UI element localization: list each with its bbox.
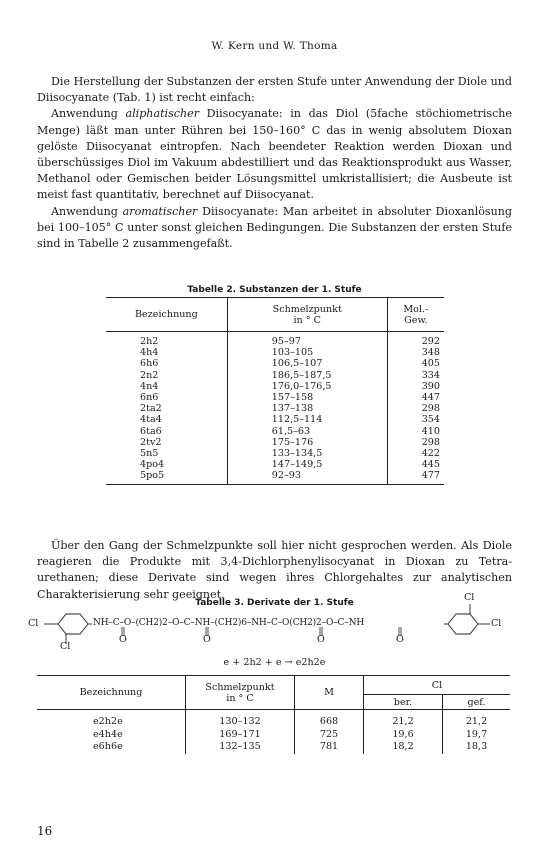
table-row xyxy=(106,392,444,403)
table2-cell-mp: 92–93 xyxy=(227,470,387,484)
table2-cell-mp: 186,5–187,5 xyxy=(227,370,387,381)
table3-cell-m: 781 xyxy=(295,741,364,754)
table2-header-mp xyxy=(227,298,387,332)
table-row xyxy=(37,729,510,742)
table3-cell-name: e4h4e xyxy=(93,728,123,740)
table2-cell-name: 5po5 xyxy=(106,470,227,484)
table2-cell-mp: 112,5–114 xyxy=(227,414,387,425)
table2-header-mp-line2: in ° C xyxy=(293,314,321,326)
table2-cell-name: 2h2 xyxy=(140,336,159,347)
table2-cell-mp: 61,5–63 xyxy=(227,426,387,437)
paragraph-aromatic-lead: Anwendung xyxy=(51,204,123,218)
paragraph-aliphatic-rest: Diisocyanate: in das Diol (5fache stöchiometrische Menge) läßt man unter Rühren bei 150–160° C das in wenig absolutem Dioxan gelöste Diisocyanat eintropfen. Nach beendeter Reaktion werden Dioxan und überschüssiges Diol im Vakuum abdestilliert und das Reaktionsprodukt aus Wasser, Methanol oder Gemischen beider Lösungsmittel umkristallisiert; die Ausbeute ist meist fast quantitativ, berechnet auf Diisocyanat. xyxy=(37,107,512,202)
formula-oxygen-3: O xyxy=(317,634,325,645)
table3-cell-gef: 18,3 xyxy=(465,741,488,752)
paragraph-aliphatic xyxy=(37,106,512,203)
paragraph-intro: Die Herstellung der Substanzen der ersten Stufe unter Anwendung der Diole und Diisocyanate (Tab. 1) ist recht einfach: xyxy=(37,75,512,105)
table2-cell-mp: 106,5–107 xyxy=(227,358,387,369)
table2-cell-mw: 298 xyxy=(421,436,440,448)
table3-header-mp xyxy=(186,676,295,710)
carbonyl-bonds xyxy=(122,627,401,636)
table2-cell-name: 4ta4 xyxy=(140,414,162,426)
table2-cell-mp: 133–134,5 xyxy=(227,448,387,459)
table2-cell-mw: 348 xyxy=(421,347,440,359)
table2-cell-name: 2n2 xyxy=(140,369,159,381)
formula-oxygen-4: O xyxy=(396,634,404,645)
running-head: W. Kern und W. Thoma xyxy=(211,40,338,52)
table3-cell-m: 725 xyxy=(295,729,364,742)
table2-cell-name: 5n5 xyxy=(140,448,159,460)
table-row xyxy=(106,426,444,437)
table2-cell-mw: 354 xyxy=(421,414,440,426)
table-row xyxy=(106,347,444,358)
table2-cell-mp: 137–138 xyxy=(227,403,387,414)
table-row xyxy=(106,370,444,381)
table2-header-name: Bezeichnung xyxy=(106,298,227,332)
table-row xyxy=(106,459,444,470)
table3-cell-mp: 132–135 xyxy=(186,741,295,754)
table3-cell-gef: 19,7 xyxy=(465,728,488,740)
table-row xyxy=(106,403,444,414)
table3-header-mp-line2: in ° C xyxy=(226,692,254,704)
paragraph-aliphatic-emph: aliphatischer xyxy=(125,107,199,121)
paragraph-derivatives-text: Über den Gang der Schmelzpunkte soll hier nicht gesprochen werden. Als Diole reagieren die Produkte mit 3,4-Dichlorphenylisocyanat in Dioxan zu Tetra-urethanen; diese Derivate sind wegen ihres Chlorgehaltes zur analytischen Charakterisierung sehr geeignet. xyxy=(37,539,512,601)
table2-cell-name: 2tv2 xyxy=(140,436,162,448)
table2-cell-name: 2ta2 xyxy=(140,403,162,415)
table2-header-mw: Mol.-Gew. xyxy=(387,298,444,332)
table-row xyxy=(106,470,444,484)
table2 xyxy=(106,297,444,485)
table2-cell-mp: 176,0–176,5 xyxy=(227,381,387,392)
intro-text xyxy=(37,74,512,252)
table-row xyxy=(37,741,510,754)
formula-oxygen-2: O xyxy=(203,634,211,645)
table3-body xyxy=(37,710,510,754)
paragraph-derivatives xyxy=(37,538,512,603)
table3-cell-gef: 21,2 xyxy=(465,716,488,727)
table3-cell-ber: 21,2 xyxy=(364,710,443,729)
formula-cl-left-bottom: Cl xyxy=(60,641,71,652)
table2-title: Tabelle 2. Substanzen der 1. Stufe xyxy=(187,285,362,295)
benzene-ring-right xyxy=(448,614,478,634)
table2-cell-mw: 405 xyxy=(421,358,440,370)
table2-cell-name: 6n6 xyxy=(140,392,159,404)
table2-cell-mw: 298 xyxy=(421,403,440,415)
table2-cell-mw: 447 xyxy=(421,392,440,404)
table2-cell-mw: 477 xyxy=(387,470,444,484)
reaction-equation: e + 2h2 + e → e2h2e xyxy=(223,657,326,668)
table-row xyxy=(106,437,444,448)
page-number: 16 xyxy=(37,824,53,838)
paragraph-aromatic-rest: Diisocyanate: Man arbeitet in absoluter Dioxanlösung bei 100–105° C unter sonst gleichen Bedingungen. Die Substanzen der ersten Stufe sind in Tabelle 2 zusammengefaßt. xyxy=(37,204,512,251)
paragraph-aromatic xyxy=(37,204,512,253)
formula-cl-right: Cl xyxy=(491,618,502,629)
table-row xyxy=(37,710,510,729)
table3-header-mp-line1: Schmelzpunkt xyxy=(205,681,275,693)
structural-formula xyxy=(28,592,528,652)
table3-header-m: M xyxy=(295,676,364,710)
paragraph-aliphatic-lead: Anwendung xyxy=(51,107,126,121)
table2-cell-mw: 422 xyxy=(421,448,440,460)
table-row xyxy=(106,332,444,348)
table2-cell-mp: 103–105 xyxy=(227,347,387,358)
table3 xyxy=(37,675,510,754)
table2-header-mp-line1: Schmelzpunkt xyxy=(272,303,342,315)
table3-header-cl: Cl xyxy=(364,676,511,695)
table2-cell-name: 4po4 xyxy=(140,459,165,471)
table3-header-name: Bezeichnung xyxy=(37,676,186,710)
table2-cell-mw: 445 xyxy=(421,459,440,471)
table2-cell-mp: 157–158 xyxy=(227,392,387,403)
table2-cell-mw: 410 xyxy=(421,425,440,437)
table2-cell-name: 6h6 xyxy=(140,358,159,370)
table2-cell-name: 4n4 xyxy=(140,380,159,392)
table2-cell-mp: 175–176 xyxy=(227,437,387,448)
table3-cell-name: e2h2e xyxy=(93,716,123,727)
table2-body xyxy=(106,332,444,485)
table3-cell-name: e6h6e xyxy=(93,741,123,752)
table2-cell-name: 6ta6 xyxy=(140,425,162,437)
table-row xyxy=(106,414,444,425)
table3-header-gef: gef. xyxy=(443,695,511,710)
table2-cell-mw: 292 xyxy=(421,336,440,347)
table-row xyxy=(106,381,444,392)
table2-cell-mp: 147–149,5 xyxy=(227,459,387,470)
paragraph-aromatic-emph: aromatischer xyxy=(122,204,198,218)
formula-chain: NH–C–O–(CH2)2–O–C–NH–(CH2)6–NH–C–O(CH2)2–O–C–NH xyxy=(93,618,365,628)
table2-cell-mp: 95–97 xyxy=(227,332,387,348)
table3-cell-ber: 19,6 xyxy=(364,729,443,742)
table3-cell-mp: 169–171 xyxy=(186,729,295,742)
table3-header-ber: ber. xyxy=(364,695,443,710)
table3-cell-m: 668 xyxy=(295,710,364,729)
table3-cell-mp: 130–132 xyxy=(186,710,295,729)
table3-cell-ber: 18,2 xyxy=(364,741,443,754)
table2-cell-name: 4h4 xyxy=(140,347,159,359)
table2-cell-mw: 390 xyxy=(421,380,440,392)
formula-oxygen-1: O xyxy=(119,634,127,645)
table-row xyxy=(106,448,444,459)
formula-cl-right-top: Cl xyxy=(464,592,475,603)
formula-cl-left: Cl xyxy=(28,618,39,629)
table-row xyxy=(106,358,444,369)
table2-cell-mw: 334 xyxy=(421,369,440,381)
table3-title: Tabelle 3. Derivate der 1. Stufe xyxy=(195,598,354,608)
benzene-ring-left xyxy=(58,614,88,634)
